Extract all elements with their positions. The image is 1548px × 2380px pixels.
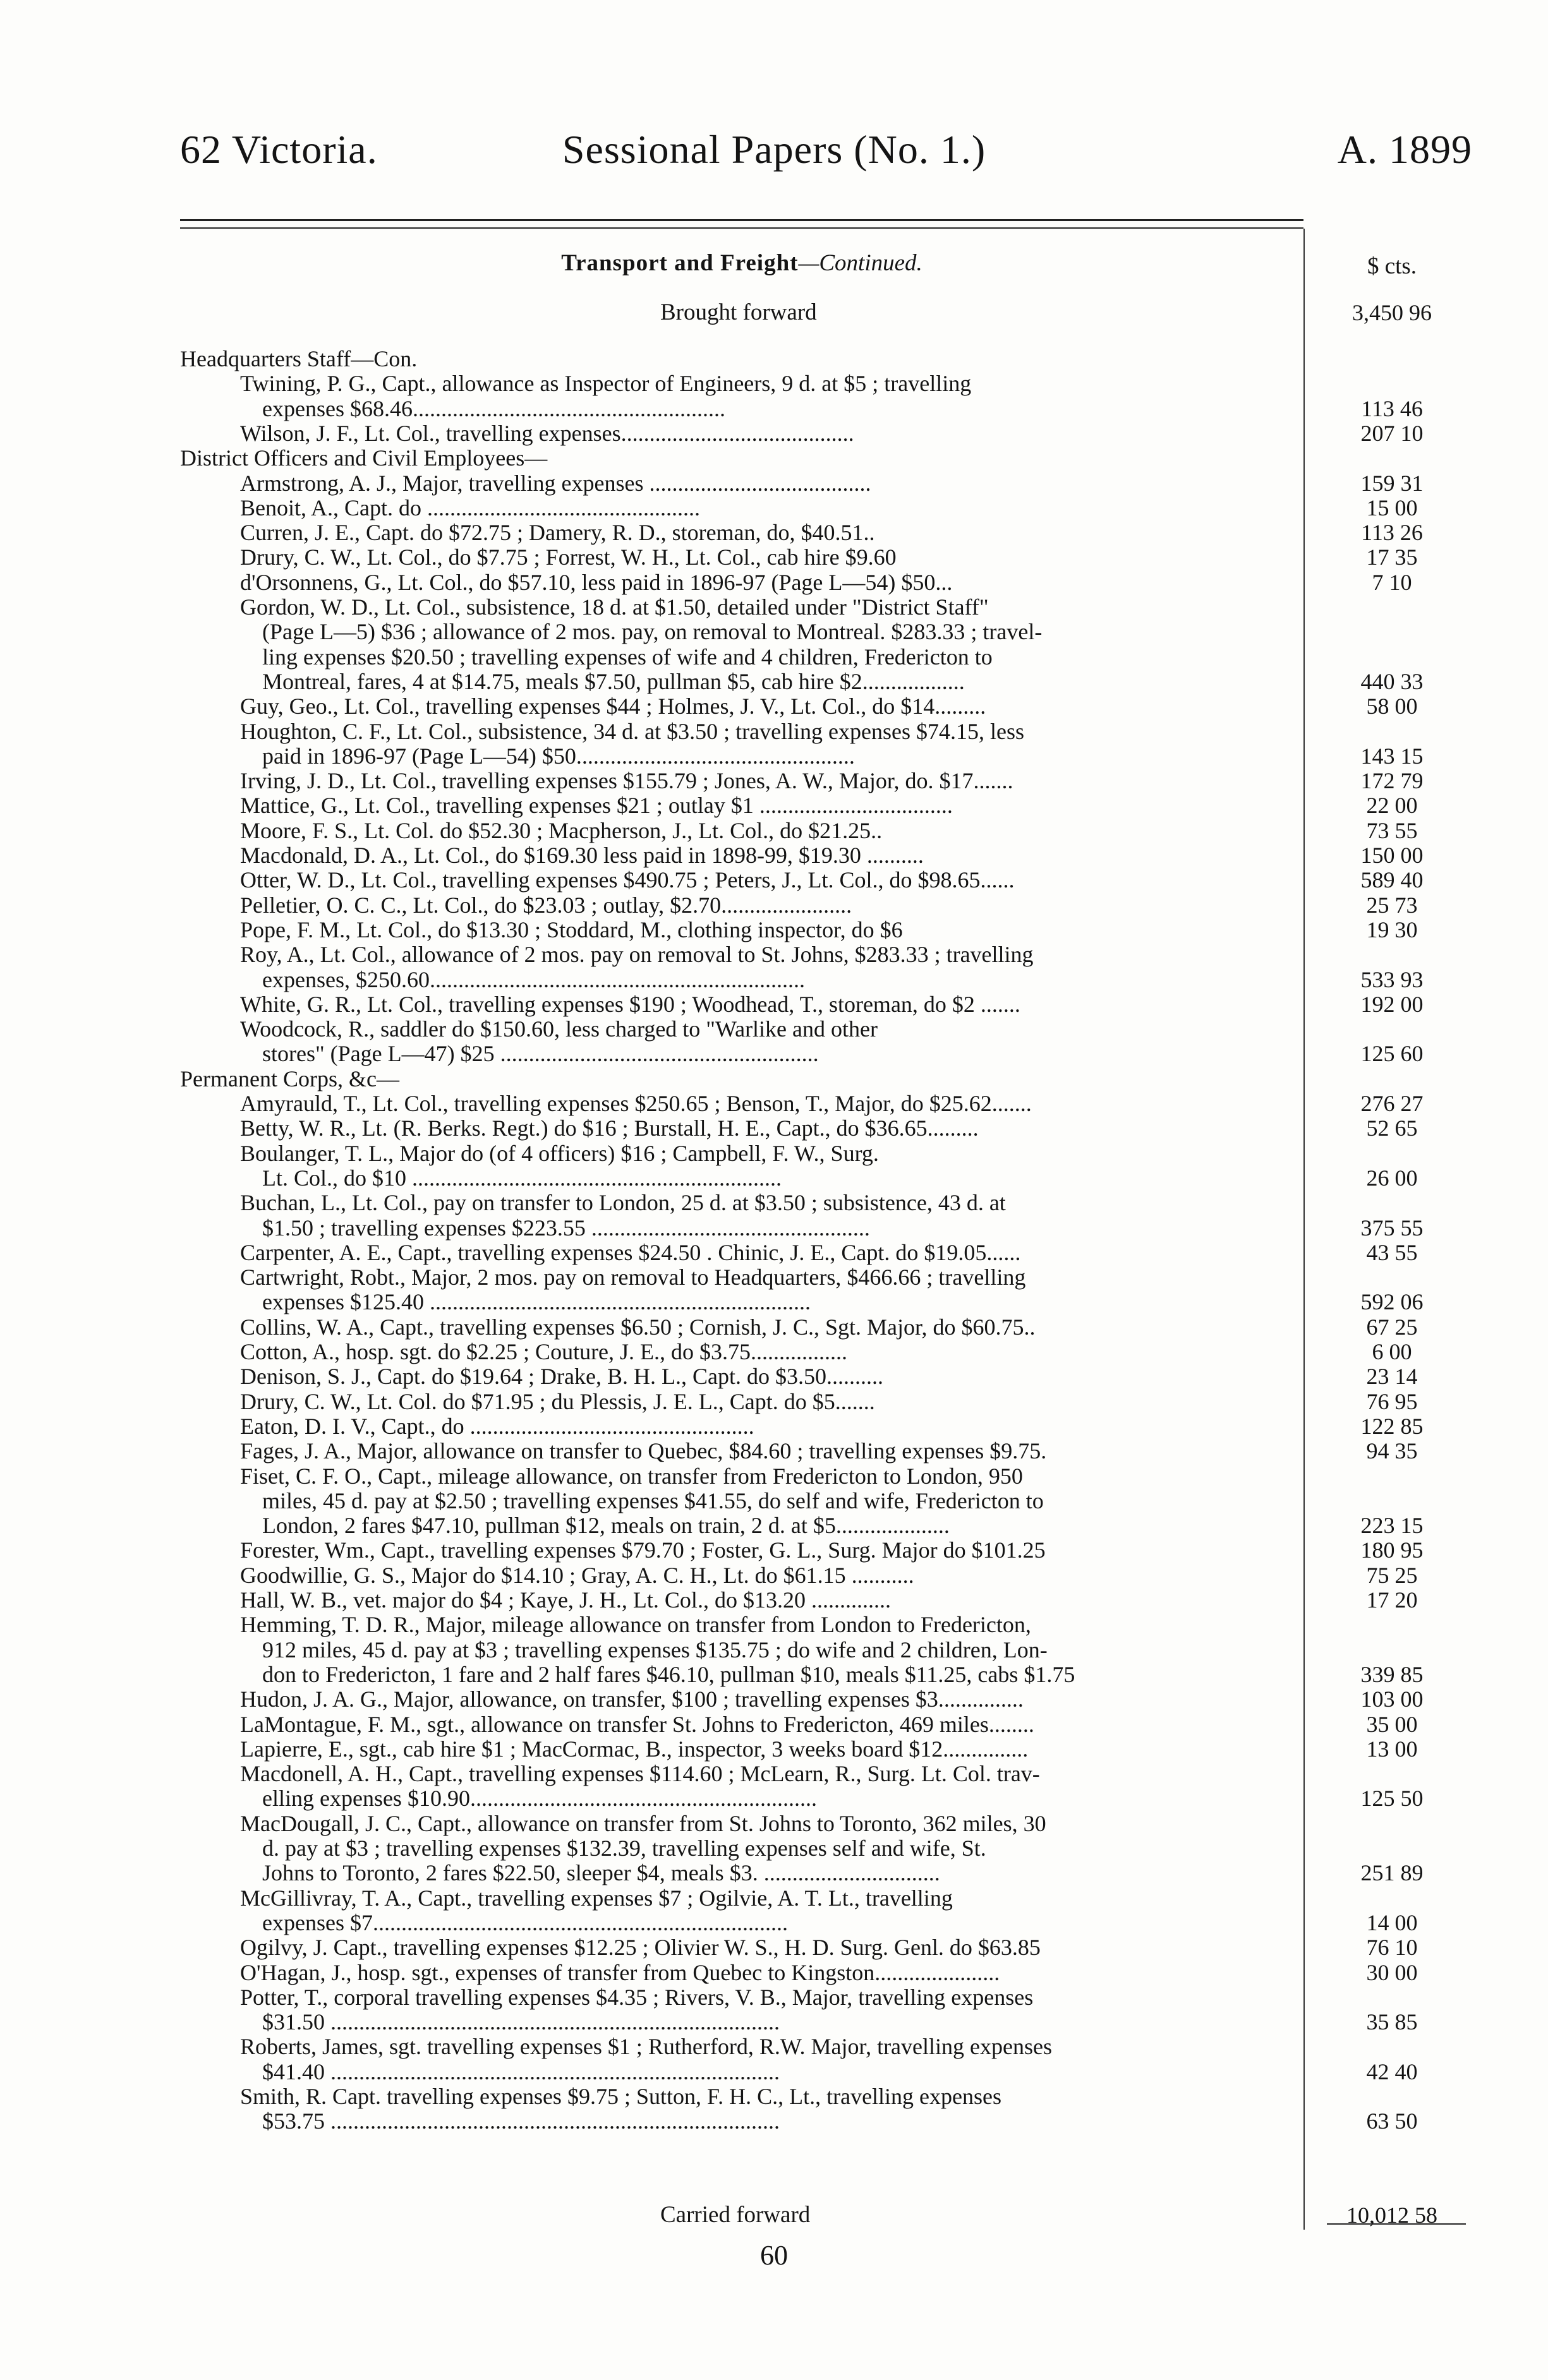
brought-forward-label: Brought forward (660, 300, 817, 325)
brought-forward-amount: 3,450 96 (1352, 300, 1432, 325)
section-title-main: Transport and Freight (561, 250, 799, 276)
header-rule-thick (180, 219, 1303, 221)
category-heading: District Officers and Civil Employees— (180, 445, 548, 471)
entry-amount: 17 35 (1366, 544, 1418, 570)
entry-line (180, 793, 1303, 818)
entry-line (180, 1438, 1303, 1463)
entry-text: expenses $125.40 ................................................................... (262, 1289, 811, 1314)
entry-text: McGillivray, T. A., Capt., travelling expenses $7 ; Ogilvie, A. T. Lt., travelling (240, 1885, 953, 1911)
entry-amount: 7 10 (1372, 570, 1412, 595)
entry-text: Fages, J. A., Major, allowance on transfer to Quebec, $84.60 ; travelling expenses $9.75. (240, 1438, 1047, 1463)
entry-text: Pope, F. M., Lt. Col., do $13.30 ; Stoddard, M., clothing inspector, do $6 (240, 917, 903, 942)
entry-line (180, 1314, 1303, 1340)
entry-amount: 223 15 (1360, 1513, 1424, 1538)
header-left: 62 Victoria. (180, 127, 378, 172)
entry-text: expenses $7......................................................................... (262, 1910, 788, 1935)
entry-text: Mattice, G., Lt. Col., travelling expenses $21 ; outlay $1 .................................. (240, 793, 953, 818)
section-title-continued: —Continued. (798, 250, 922, 276)
entry-line (180, 570, 1303, 595)
entry-text: Houghton, C. F., Lt. Col., subsistence, 34 d. at $3.50 ; travelling expenses $74.15, less (240, 719, 1025, 744)
entry-text: Betty, W. R., Lt. (R. Berks. Regt.) do $16 ; Burstall, H. E., Capt., do $36.65......... (240, 1115, 979, 1141)
entry-line (180, 2084, 1303, 2109)
entry-text: White, G. R., Lt. Col., travelling expenses $190 ; Woodhead, T., storeman, do $2 ....... (240, 992, 1020, 1017)
entry-line (180, 346, 1303, 371)
entry-line (180, 1265, 1303, 1290)
entry-amount: 122 85 (1360, 1414, 1424, 1439)
entry-line (180, 1587, 1303, 1613)
entry-line (180, 2034, 1303, 2059)
entry-line (180, 1786, 1303, 1811)
entry-line (180, 743, 1303, 769)
entry-text: Carpenter, A. E., Capt., travelling expenses $24.50 . Chinic, J. E., Capt. do $19.05...... (240, 1240, 1021, 1265)
carried-forward-amount: 10,012 58 (1346, 2203, 1437, 2228)
entry-text: Hudon, J. A. G., Major, allowance, on transfer, $100 ; travelling expenses $3............... (240, 1686, 1024, 1712)
entry-text: Gordon, W. D., Lt. Col., subsistence, 18 d. at $1.50, detailed under "District Staff" (240, 594, 989, 620)
page-number: 60 (760, 2240, 788, 2271)
entry-line (180, 445, 1303, 471)
entry-line (180, 1563, 1303, 1588)
entry-text: Smith, R. Capt. travelling expenses $9.75 ; Sutton, F. H. C., Lt., travelling expenses (240, 2084, 1002, 2109)
entry-line (180, 1885, 1303, 1911)
entry-text: Moore, F. S., Lt. Col. do $52.30 ; Macpherson, J., Lt. Col., do $21.25.. (240, 818, 883, 843)
entry-text: Roy, A., Lt. Col., allowance of 2 mos. pay on removal to St. Johns, $283.33 ; travelling (240, 942, 1034, 967)
entry-line (180, 892, 1303, 918)
entry-text: Denison, S. J., Capt. do $19.64 ; Drake, B. H. L., Capt. do $3.50.......... (240, 1364, 883, 1389)
entry-amount: 207 10 (1360, 421, 1424, 446)
entry-amount: 76 10 (1366, 1935, 1418, 1960)
entry-amount: 113 46 (1361, 396, 1423, 421)
entry-text: Wilson, J. F., Lt. Col., travelling expenses......................................... (240, 421, 854, 446)
entry-line (180, 421, 1303, 446)
entry-text: paid in 1896-97 (Page L—54) $50................................................. (262, 743, 855, 769)
entry-amount: 30 00 (1366, 1960, 1418, 1985)
entry-amount: 58 00 (1366, 694, 1418, 719)
entry-line (180, 1637, 1303, 1662)
entry-line (180, 1960, 1303, 1985)
entry-amount: 35 85 (1366, 2009, 1418, 2034)
total-rule (1327, 2223, 1466, 2225)
entry-line (180, 544, 1303, 570)
carried-forward-label: Carried forward (660, 2203, 811, 2228)
entry-text: $1.50 ; travelling expenses $223.55 ................................................. (262, 1215, 870, 1241)
entry-text: Johns to Toronto, 2 fares $22.50, sleeper $4, meals $3. ............................... (262, 1860, 940, 1885)
entry-text: Cotton, A., hosp. sgt. do $2.25 ; Couture, J. E., do $3.75................. (240, 1339, 848, 1364)
entry-text: Curren, J. E., Capt. do $72.75 ; Damery, R. D., storeman, do, $40.51.. (240, 520, 875, 545)
entry-line (180, 1736, 1303, 1762)
entry-amount: 103 00 (1360, 1686, 1424, 1712)
entry-line (180, 371, 1303, 396)
entry-text: Montreal, fares, 4 at $14.75, meals $7.50, pullman $5, cab hire $2.................. (262, 669, 965, 694)
entry-text: Benoit, A., Capt. do ................................................ (240, 495, 700, 520)
entry-text: LaMontague, F. M., sgt., allowance on transfer St. Johns to Fredericton, 469 miles........ (240, 1712, 1034, 1737)
entry-line (180, 992, 1303, 1017)
entry-line (180, 644, 1303, 670)
entry-text: Roberts, James, sgt. travelling expenses $1 ; Rutherford, R.W. Major, travelling expenses (240, 2034, 1052, 2059)
entry-amount: 589 40 (1360, 867, 1424, 892)
entry-text: Pelletier, O. C. C., Lt. Col., do $23.03 ; outlay, $2.70....................... (240, 892, 852, 918)
header-right: A. 1899 (1337, 127, 1472, 172)
entry-amount: 26 00 (1366, 1165, 1418, 1191)
entry-amount: 15 00 (1366, 495, 1418, 520)
entry-line (180, 1935, 1303, 1960)
entry-amount: 375 55 (1360, 1215, 1424, 1241)
entry-text: expenses $68.46....................................................... (262, 396, 725, 421)
entry-amount: 67 25 (1366, 1314, 1418, 1340)
entry-text: d'Orsonnens, G., Lt. Col., do $57.10, less paid in 1896-97 (Page L—54) $50... (240, 570, 953, 595)
entry-line (180, 768, 1303, 793)
entry-line (180, 495, 1303, 520)
entry-text: Armstrong, A. J., Major, travelling expenses ....................................... (240, 471, 871, 496)
entry-amount: 76 95 (1366, 1389, 1418, 1414)
entry-line (180, 1513, 1303, 1538)
entry-line (180, 1836, 1303, 1861)
header-rule-thin (180, 227, 1303, 229)
entry-line (180, 2009, 1303, 2034)
entry-amount: 172 79 (1360, 768, 1424, 793)
entry-text: d. pay at $3 ; travelling expenses $132.39, travelling expenses self and wife, St. (262, 1836, 986, 1861)
entry-amount: 14 00 (1366, 1910, 1418, 1935)
entry-text: Forester, Wm., Capt., travelling expenses $79.70 ; Foster, G. L., Surg. Major do $101.25 (240, 1537, 1046, 1563)
entry-line (180, 1612, 1303, 1637)
entry-line (180, 917, 1303, 942)
entry-text: Amyrauld, T., Lt. Col., travelling expenses $250.65 ; Benson, T., Major, do $25.62....... (240, 1091, 1032, 1116)
entry-line (180, 1165, 1303, 1191)
entry-text: don to Fredericton, 1 fare and 2 half fares $46.10, pullman $10, meals $11.25, cabs $1.75 (262, 1662, 1075, 1687)
entry-line (180, 1463, 1303, 1489)
entry-amount: 13 00 (1366, 1736, 1418, 1762)
entry-text: Lt. Col., do $10 ................................................................. (262, 1165, 782, 1191)
entry-text: Twining, P. G., Capt., allowance as Inspector of Engineers, 9 d. at $5 ; travelling (240, 371, 972, 396)
entry-line (180, 594, 1303, 620)
entry-text: Fiset, C. F. O., Capt., mileage allowance, on transfer from Fredericton to London, 950 (240, 1463, 1023, 1489)
entry-amount: 150 00 (1360, 843, 1424, 868)
entry-amount: 251 89 (1360, 1860, 1424, 1885)
entry-text: Ogilvy, J. Capt., travelling expenses $12.25 ; Olivier W. S., H. D. Surg. Genl. do $63.85 (240, 1935, 1041, 1960)
entry-text: MacDougall, J. C., Capt., allowance on transfer from St. Johns to Toronto, 362 miles, 30 (240, 1811, 1046, 1836)
entry-text: Lapierre, E., sgt., cab hire $1 ; MacCormac, B., inspector, 3 weeks board $12............... (240, 1736, 1029, 1762)
entry-text: 912 miles, 45 d. pay at $3 ; travelling expenses $135.75 ; do wife and 2 children, Lon- (262, 1637, 1048, 1662)
entry-amount: 113 26 (1361, 520, 1423, 545)
entry-amount: 125 50 (1360, 1786, 1424, 1811)
entry-text: stores" (Page L—47) $25 ........................................................ (262, 1041, 819, 1066)
entry-amount: 339 85 (1360, 1662, 1424, 1687)
entry-amount: 6 00 (1372, 1339, 1412, 1364)
entry-line (180, 1215, 1303, 1241)
entry-amount: 440 33 (1360, 669, 1424, 694)
entry-text: Macdonald, D. A., Lt. Col., do $169.30 less paid in 1898-99, $19.30 .......... (240, 843, 924, 868)
entry-amount: 63 50 (1366, 2108, 1418, 2134)
entry-amount: 75 25 (1366, 1563, 1418, 1588)
entry-text: Drury, C. W., Lt. Col. do $71.95 ; du Plessis, J. E. L., Capt. do $5....... (240, 1389, 875, 1414)
entry-line (180, 471, 1303, 496)
entry-amount: 592 06 (1360, 1289, 1424, 1314)
entry-amount: 23 14 (1366, 1364, 1418, 1389)
entry-amount: 42 40 (1366, 2059, 1418, 2084)
entry-line (180, 520, 1303, 545)
entry-amount: 192 00 (1360, 992, 1424, 1017)
entry-line (180, 1364, 1303, 1389)
entry-amount: 25 73 (1366, 892, 1418, 918)
entry-amount: 180 95 (1360, 1537, 1424, 1563)
entry-text: ling expenses $20.50 ; travelling expenses of wife and 4 children, Fredericton to (262, 644, 993, 670)
entry-amount: 22 00 (1366, 793, 1418, 818)
entry-line (180, 1414, 1303, 1439)
entry-line (180, 1141, 1303, 1166)
entry-line (180, 1091, 1303, 1116)
entry-text: Eaton, D. I. V., Capt., do .................................................. (240, 1414, 754, 1439)
entry-text: $41.40 ............................................................................... (262, 2059, 780, 2084)
entry-line (180, 1811, 1303, 1836)
entry-line (180, 2059, 1303, 2084)
entry-text: Potter, T., corporal travelling expenses $4.35 ; Rivers, V. B., Major, travelling expenses (240, 1985, 1034, 2010)
entry-line (180, 694, 1303, 719)
entry-text: $31.50 ............................................................................... (262, 2009, 780, 2034)
category-heading: Headquarters Staff—Con. (180, 346, 418, 371)
entry-line (180, 1537, 1303, 1563)
entry-line (180, 1066, 1303, 1091)
entry-amount: 35 00 (1366, 1712, 1418, 1737)
entry-line (180, 1016, 1303, 1042)
entry-line (180, 867, 1303, 892)
entry-amount: 17 20 (1366, 1587, 1418, 1613)
entry-amount: 125 60 (1360, 1041, 1424, 1066)
entry-line (180, 1910, 1303, 1935)
entry-line (180, 967, 1303, 992)
entry-line (180, 1712, 1303, 1737)
entry-line (180, 1488, 1303, 1513)
entry-text: Woodcock, R., saddler do $150.60, less charged to "Warlike and other (240, 1016, 878, 1042)
entry-line (180, 1985, 1303, 2010)
entry-line (180, 1761, 1303, 1786)
section-title (180, 249, 1303, 277)
entry-text: O'Hagan, J., hosp. sgt., expenses of transfer from Quebec to Kingston...................... (240, 1960, 1000, 1985)
entry-line (180, 1240, 1303, 1265)
entry-text: Collins, W. A., Capt., travelling expenses $6.50 ; Cornish, J. C., Sgt. Major, do $60.75.. (240, 1314, 1036, 1340)
entry-text: London, 2 fares $47.10, pullman $12, meals on train, 2 d. at $5.................... (262, 1513, 950, 1538)
entry-line (180, 396, 1303, 421)
category-heading: Permanent Corps, &c— (180, 1066, 399, 1091)
entry-line (180, 2108, 1303, 2134)
currency-column-head: $ cts. (1367, 253, 1417, 279)
entry-line (180, 1339, 1303, 1364)
entry-line (180, 1041, 1303, 1066)
entry-text: Buchan, L., Lt. Col., pay on transfer to London, 25 d. at $3.50 ; subsistence, 43 d. at (240, 1190, 1006, 1215)
entry-amount: 143 15 (1360, 743, 1424, 769)
entry-text: Irving, J. D., Lt. Col., travelling expenses $155.79 ; Jones, A. W., Major, do. $17....... (240, 768, 1013, 793)
entry-line (180, 1389, 1303, 1414)
entry-line (180, 1860, 1303, 1885)
entry-text: Cartwright, Robt., Major, 2 mos. pay on removal to Headquarters, $466.66 ; travelling (240, 1265, 1026, 1290)
entry-amount: 73 55 (1366, 818, 1418, 843)
entry-text: Hemming, T. D. R., Major, mileage allowance on transfer from London to Fredericton, (240, 1612, 1031, 1637)
entry-amount: 94 35 (1366, 1438, 1418, 1463)
header-center: Sessional Papers (No. 1.) (562, 127, 986, 172)
entry-text: $53.75 ............................................................................... (262, 2108, 780, 2134)
entry-line (180, 843, 1303, 868)
entry-text: elling expenses $10.90............................................................. (262, 1786, 817, 1811)
entry-text: Otter, W. D., Lt. Col., travelling expenses $490.75 ; Peters, J., Lt. Col., do $98.65...... (240, 867, 1015, 892)
entry-line (180, 619, 1303, 644)
entry-text: (Page L—5) $36 ; allowance of 2 mos. pay, on removal to Montreal. $283.33 ; travel- (262, 619, 1043, 644)
entry-line (180, 1289, 1303, 1314)
amount-column-rule (1303, 229, 1305, 2230)
entry-amount: 159 31 (1360, 471, 1424, 496)
entry-line (180, 1662, 1303, 1687)
entry-amount: 19 30 (1366, 917, 1418, 942)
entry-line (180, 669, 1303, 694)
entry-text: Drury, C. W., Lt. Col., do $7.75 ; Forrest, W. H., Lt. Col., cab hire $9.60 (240, 544, 897, 570)
entry-line (180, 719, 1303, 744)
entry-line (180, 1190, 1303, 1215)
entry-line (180, 1686, 1303, 1712)
entry-text: Boulanger, T. L., Major do (of 4 officers) $16 ; Campbell, F. W., Surg. (240, 1141, 879, 1166)
entry-line (180, 942, 1303, 967)
entry-amount: 52 65 (1366, 1115, 1418, 1141)
entry-text: miles, 45 d. pay at $2.50 ; travelling expenses $41.55, do self and wife, Fredericton to (262, 1488, 1044, 1513)
entry-amount: 533 93 (1360, 967, 1424, 992)
entry-amount: 276 27 (1360, 1091, 1424, 1116)
entry-text: Hall, W. B., vet. major do $4 ; Kaye, J. H., Lt. Col., do $13.20 .............. (240, 1587, 891, 1613)
entry-amount: 43 55 (1366, 1240, 1418, 1265)
entry-text: Macdonell, A. H., Capt., travelling expenses $114.60 ; McLearn, R., Surg. Lt. Col. trav- (240, 1761, 1040, 1786)
entry-text: Guy, Geo., Lt. Col., travelling expenses $44 ; Holmes, J. V., Lt. Col., do $14......... (240, 694, 986, 719)
entry-line (180, 1115, 1303, 1141)
entry-line (180, 818, 1303, 843)
entry-text: expenses, $250.60.................................................................. (262, 967, 805, 992)
entry-text: Goodwillie, G. S., Major do $14.10 ; Gray, A. C. H., Lt. do $61.15 ........... (240, 1563, 914, 1588)
